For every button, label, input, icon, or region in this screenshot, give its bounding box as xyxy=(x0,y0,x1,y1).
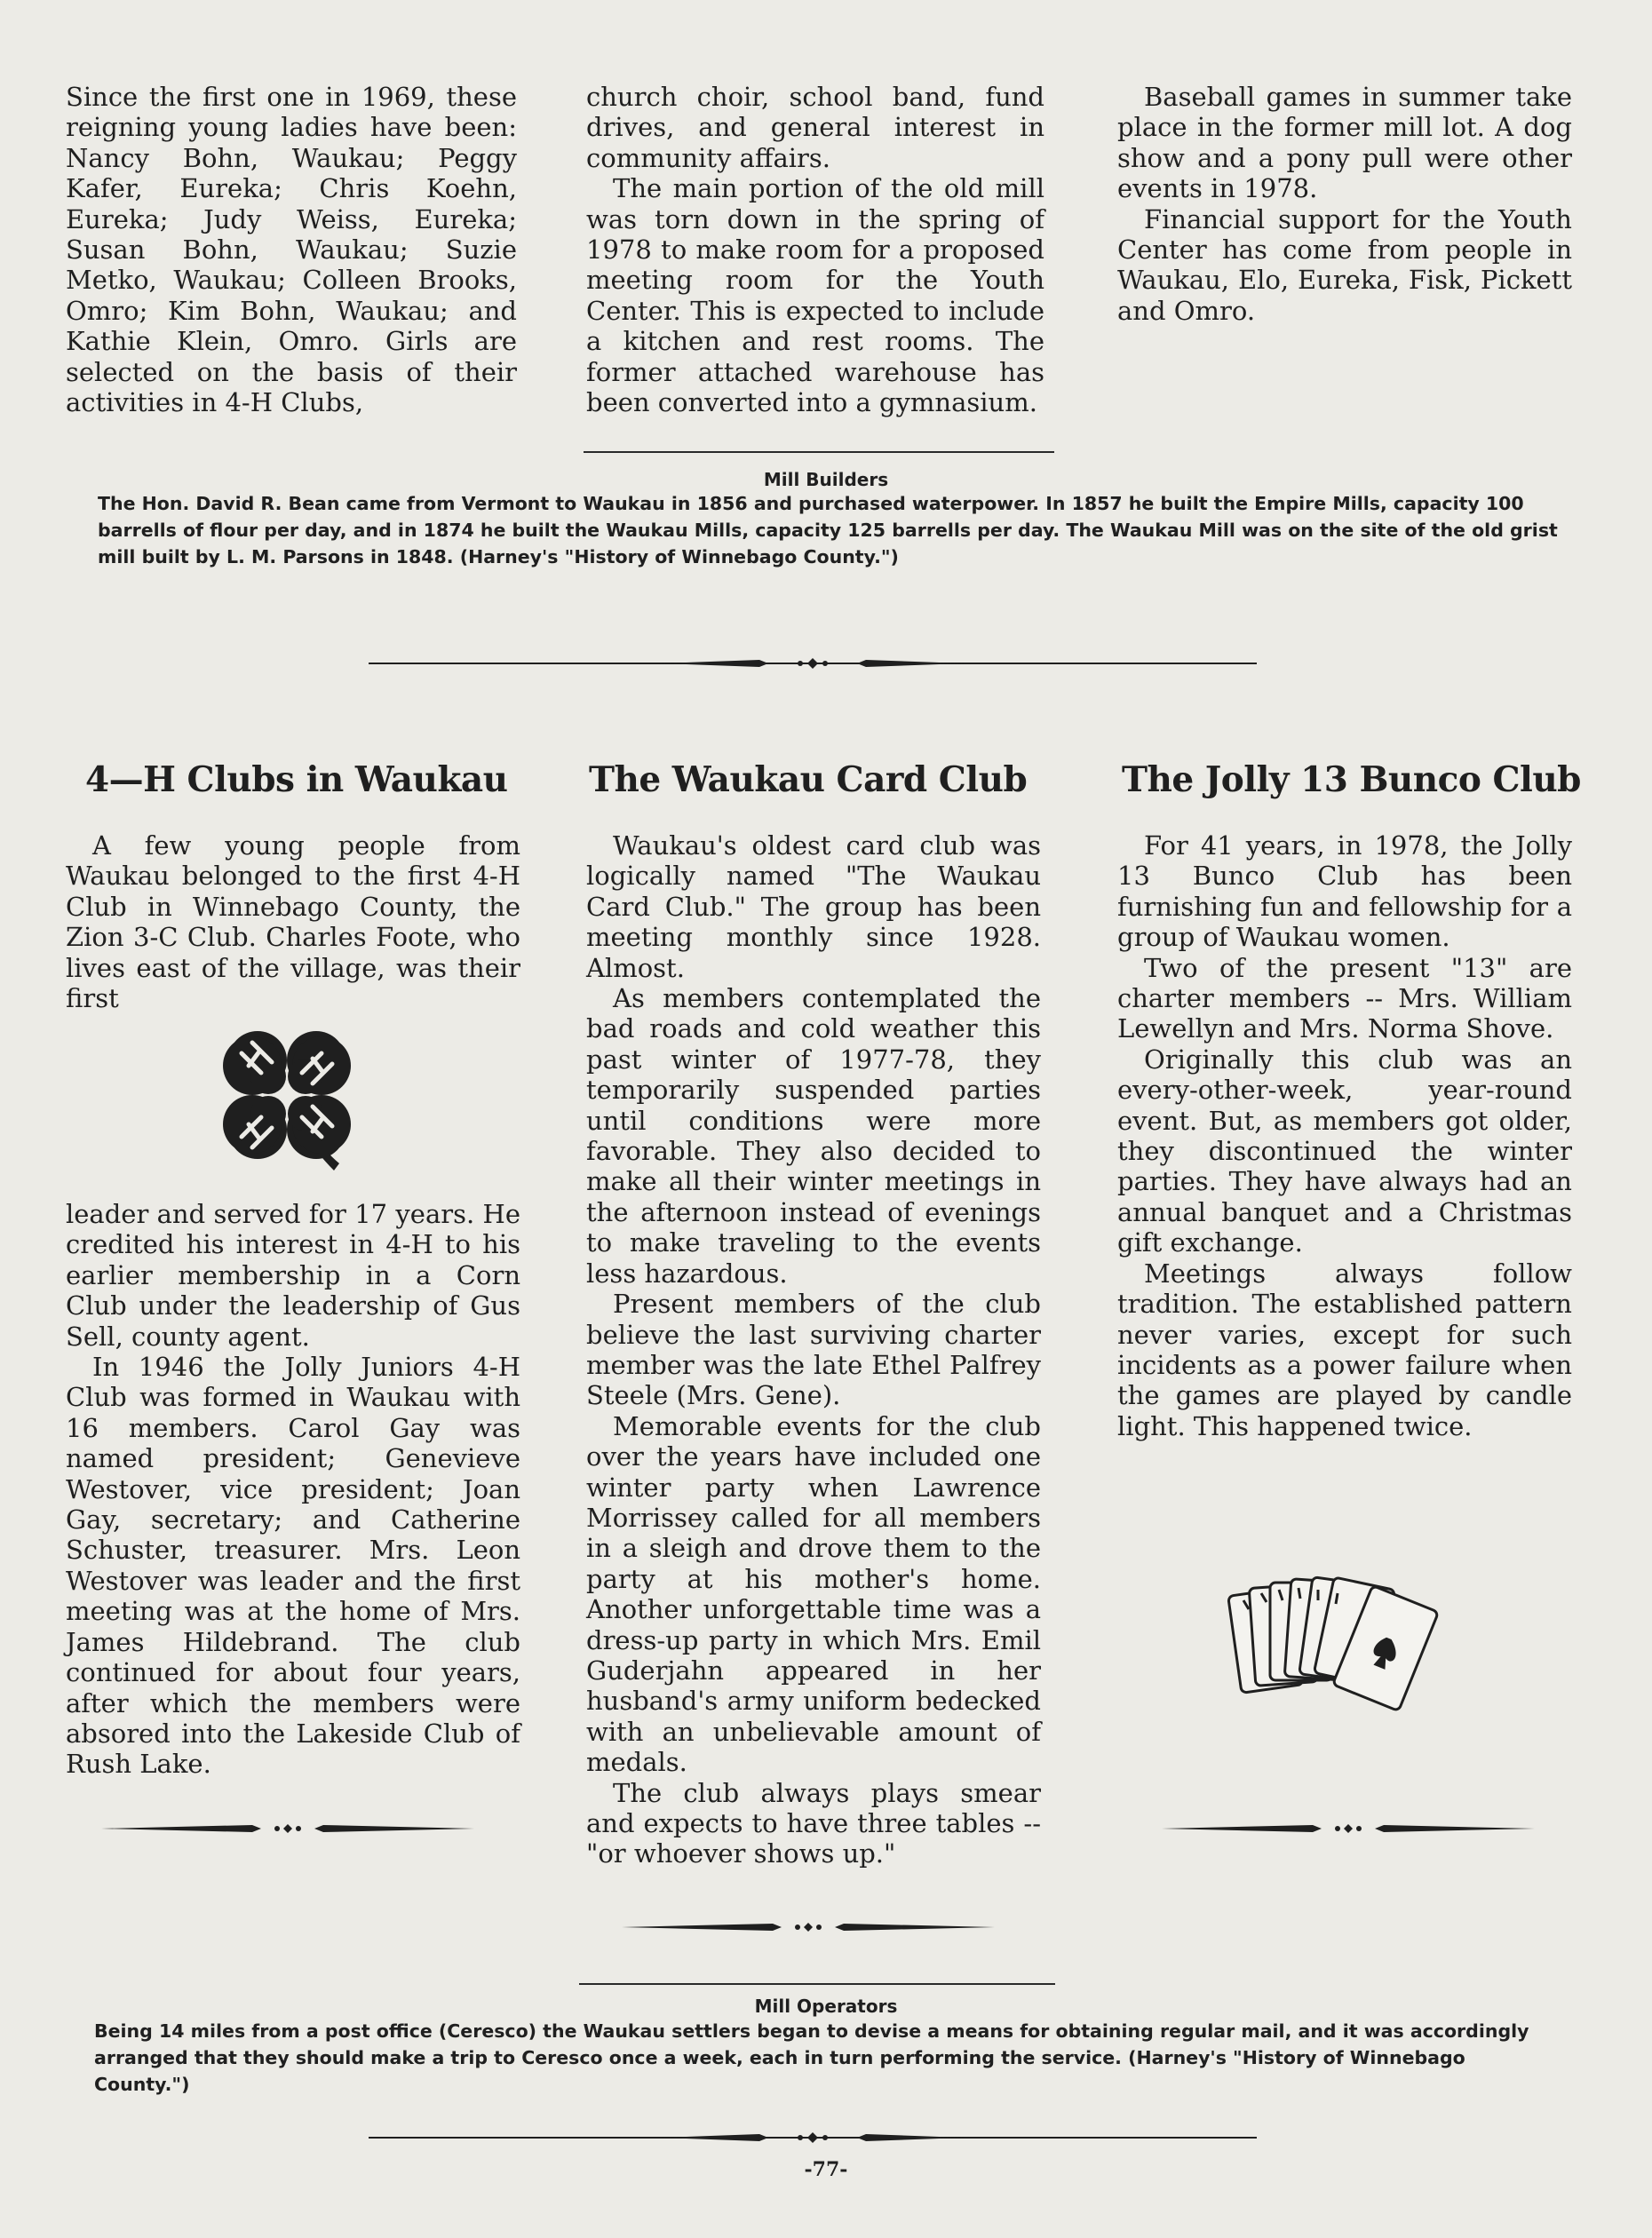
card-paragraph-5: The club always plays smear and expects to have three tables -- "or whoever shows up." xyxy=(586,1777,1041,1869)
column-card-club xyxy=(586,830,1041,1869)
top-col3-text-2: Financial support for the Youth Center has come from people in Waukau, Elo, Eureka, Fisk, Pickett and Omro. xyxy=(1117,203,1572,326)
column-bunco-club xyxy=(1117,830,1572,1441)
heading-bunco-club: The Jolly 13 Bunco Club xyxy=(1122,759,1581,800)
heading-card-club: The Waukau Card Club xyxy=(589,759,1028,800)
heading-4h-clubs: 4—H Clubs in Waukau xyxy=(85,759,508,800)
bunco-paragraph-3: Originally this club was an every-other-week, year-round event. But, as members got older, they discontinued the winter parties. They have always had an annual banquet and a Christmas gift exchange. xyxy=(1117,1044,1572,1258)
card-paragraph-2: As members contemplated the bad roads and cold weather this past winter of 1977-78, they temporarily suspended parties until conditions were more favorable. They also decided to make all their winter meetings in the afternoon instead of evenings to make traveling to the events less hazardous. xyxy=(586,983,1041,1289)
4h-paragraph-1-cont: leader and served for 17 years. He credited his interest in 4-H to his earlier membership in a Corn Club under the leadership of Gus Sell, county agent. xyxy=(66,1199,520,1352)
ornamental-divider-small xyxy=(1162,1822,1535,1835)
mill-operators-title: Mill Operators xyxy=(754,1996,898,2017)
playing-cards-icon xyxy=(1226,1565,1448,1725)
mill-builders-title: Mill Builders xyxy=(763,469,889,490)
card-paragraph-4: Memorable events for the club over the years have included one winter party when Lawrence Morrissey called for all members in a sleigh and drove them to the party at his mother's home. Another unforgettable time was a dress-up party in which Mrs. Emil Guderjahn appeared in her husband's army uniform bedecked with an unbelievable amount of medals. xyxy=(586,1410,1041,1778)
ornamental-divider xyxy=(369,2131,1257,2144)
page-number: -77- xyxy=(804,2158,848,2181)
card-paragraph-1: Waukau's oldest card club was logically named "The Waukau Card Club." The group has been meeting monthly since 1928. Almost. xyxy=(586,830,1041,983)
ornamental-divider xyxy=(369,657,1257,670)
bunco-paragraph-2: Two of the present "13" are charter members -- Mrs. William Lewellyn and Mrs. Norma Shove. xyxy=(1117,952,1572,1044)
ornamental-divider-small xyxy=(622,1921,995,1933)
card-paragraph-3: Present members of the club believe the last surviving charter member was the late Ethel Palfrey Steele (Mrs. Gene). xyxy=(586,1289,1041,1411)
top-column-3 xyxy=(1117,82,1572,326)
top-col2-text-2: The main portion of the old mill was torn down in the spring of 1978 to make room for a proposed meeting room for the Youth Center. This is expected to include a kitchen and rest rooms. The former attached warehouse has been converted into a gymnasium. xyxy=(586,173,1044,418)
bunco-paragraph-1: For 41 years, in 1978, the Jolly 13 Bunco Club has been furnishing fun and fellowship for a group of Waukau women. xyxy=(1117,830,1572,953)
mill-builders-text: The Hon. David R. Bean came from Vermont to Waukau in 1856 and purchased waterpower. In 1857 he built the Empire Mills, capacity 100 barrells of flour per day, and in 1874 he built the Waukau Mills, capacity 125 barrells per day. The Waukau Mill was on the site of the old grist mill built by L. M. Parsons in 1848. (Harney's "History of Winnebago County.") xyxy=(98,493,1558,567)
mill-operators-text: Being 14 miles from a post office (Ceresco) the Waukau settlers began to devise a means for obtaining regular mail, and it was accordingly arranged that they should make a trip to Ceresco once a week, each in turn performing the service. (Harney's "History of Winnebago County.") xyxy=(94,2020,1529,2095)
top-col3-text-1: Baseball games in summer take place in the former mill lot. A dog show and a pony pull were other events in 1978. xyxy=(1117,82,1572,204)
four-h-clover-icon xyxy=(206,1014,368,1176)
top-col2-text-1: church choir, school band, fund drives, and general interest in community affairs. xyxy=(586,82,1044,173)
bunco-paragraph-4: Meetings always follow tradition. The established pattern never varies, except for such incidents as a power failure when the games are played by candle light. This happened twice. xyxy=(1117,1258,1572,1441)
4h-paragraph-1: A few young people from Waukau belonged to the first 4-H Club in Winnebago County, the Zion 3-C Club. Charles Foote, who lives east of the village, was their first xyxy=(66,830,520,1014)
column-4h-bottom xyxy=(66,1199,520,1780)
mill-operators-rule xyxy=(579,1983,1055,1985)
4h-paragraph-2: In 1946 the Jolly Juniors 4-H Club was formed in Waukau with 16 members. Carol Gay was named president; Genevieve Westover, vice president; Joan Gay, secretary; and Catherine Schuster, treasurer. Mrs. Leon Westover was leader and the first meeting was at the home of Mrs. James Hildebrand. The club continued for about four years, after which the members were absored into the Lakeside Club of Rush Lake. xyxy=(66,1352,520,1780)
mill-builders-rule xyxy=(584,451,1054,453)
top-col1-text: Since the first one in 1969, these reigning young ladies have been: Nancy Bohn, Waukau; Peggy Kafer, Eureka; Chris Koehn, Eureka; Judy Weiss, Eureka; Susan Bohn, Waukau; Suzie Metko, Waukau; Colleen Brooks, Omro; Kim Bohn, Waukau; and Kathie Klein, Omro. Girls are selected on the basis of their activities in 4-H Clubs, xyxy=(66,82,517,418)
top-column-1 xyxy=(66,82,517,417)
ornamental-divider-small xyxy=(101,1822,474,1835)
column-4h-top xyxy=(66,830,520,1013)
top-column-2 xyxy=(586,82,1044,417)
